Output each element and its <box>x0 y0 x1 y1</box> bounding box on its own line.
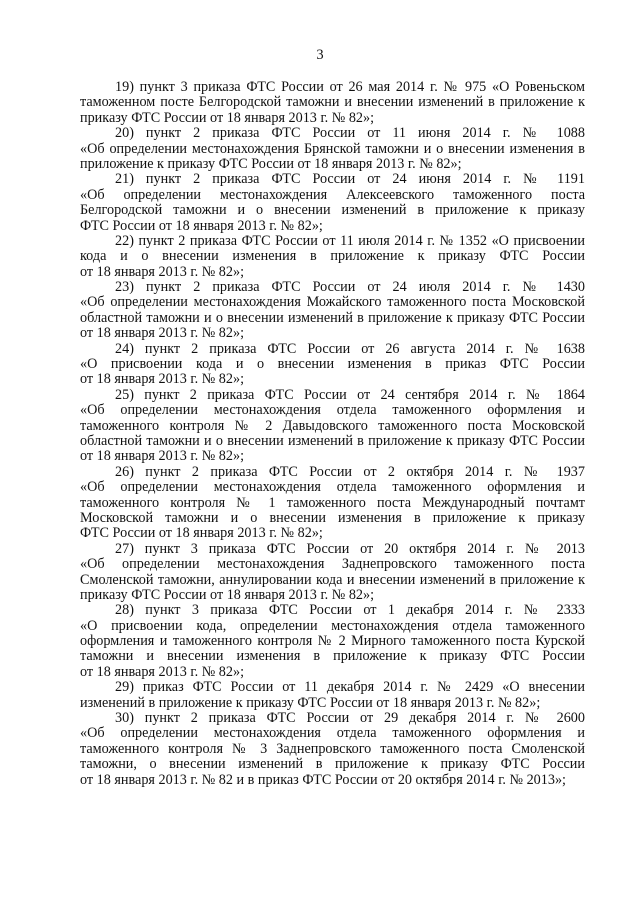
text-line: «Об определении местонахождения отдела таможенного оформления и <box>80 403 585 419</box>
list-item <box>80 711 585 788</box>
text-line: 28) пункт 3 приказа ФТС России от 1 декабря 2014 г. № 2333 <box>115 603 585 619</box>
list-item <box>80 126 585 172</box>
text-line: 20) пункт 2 приказа ФТС России от 11 июня 2014 г. № 1088 <box>115 126 585 142</box>
text-line: кода и о внесении изменения в приложение к приказу ФТС России <box>80 249 585 265</box>
document-body <box>80 80 585 788</box>
text-line: таможни, о внесении изменений в приложение к приказу ФТС России <box>80 757 585 773</box>
text-line: 30) пункт 2 приказа ФТС России от 29 декабря 2014 г. № 2600 <box>115 711 585 727</box>
text-line: Смоленской таможни, аннулировании кода и внесении изменений в приложение к <box>80 572 585 588</box>
text-line: таможенного контроля № 2 Давыдовского таможенного поста Московской <box>80 418 585 434</box>
text-line: от 18 января 2013 г. № 82»; <box>80 372 245 388</box>
text-line: изменений в приложение к приказу ФТС России от 18 января 2013 г. № 82»; <box>80 695 541 711</box>
text-line: оформления и таможенного контроля № 2 Мирного таможенного поста Курской <box>80 634 585 650</box>
list-item <box>80 388 585 465</box>
text-line: от 18 января 2013 г. № 82 и в приказ ФТС России от 20 октября 2014 г. № 2013»; <box>80 772 567 788</box>
text-line: «Об определении местонахождения Брянской таможни и о внесении изменения в <box>80 141 585 157</box>
text-line: таможенного контроля № 3 Заднепровского таможенного поста Смоленской <box>80 741 585 757</box>
text-line: 25) пункт 2 приказа ФТС России от 24 сентября 2014 г. № 1864 <box>115 387 585 403</box>
list-item <box>80 234 585 280</box>
text-line: 22) пункт 2 приказа ФТС России от 11 июля 2014 г. № 1352 «О присвоении <box>115 233 585 249</box>
text-line: 24) пункт 2 приказа ФТС России от 26 августа 2014 г. № 1638 <box>115 341 585 357</box>
text-line: от 18 января 2013 г. № 82»; <box>80 326 245 342</box>
text-line: Московской таможни и о внесении изменения в приложение к приказу <box>80 510 585 526</box>
text-line: 23) пункт 2 приказа ФТС России от 24 июля 2014 г. № 1430 <box>115 280 585 296</box>
text-line: 26) пункт 2 приказа ФТС России от 2 октября 2014 г. № 1937 <box>115 464 585 480</box>
text-line: «Об определении местонахождения Алексеевского таможенного поста <box>80 187 585 203</box>
text-line: Белгородской таможни и о внесении изменений в приложение к приказу <box>80 203 585 219</box>
text-line: «О присвоении кода, определении местонахождения отдела таможенного <box>80 618 585 634</box>
text-line: «Об определении местонахождения отдела таможенного оформления и <box>80 726 585 742</box>
text-line: 21) пункт 2 приказа ФТС России от 24 июня 2014 г. № 1191 <box>115 172 585 188</box>
text-line: областной таможни и о внесении изменений в приложение к приказу ФТС России <box>80 310 585 326</box>
text-line: приказу ФТС России от 18 января 2013 г. № 82»; <box>80 110 375 126</box>
text-line: от 18 января 2013 г. № 82»; <box>80 664 245 680</box>
text-line: таможенном посте Белгородской таможни и внесении изменений в приложение к <box>80 95 585 111</box>
text-line: «Об определении местонахождения отдела таможенного оформления и <box>80 480 585 496</box>
text-line: ФТС России от 18 января 2013 г. № 82»; <box>80 218 323 234</box>
text-line: приказу ФТС России от 18 января 2013 г. № 82»; <box>80 587 375 603</box>
list-item <box>80 680 585 711</box>
list-item <box>80 280 585 342</box>
text-line: 19) пункт 3 приказа ФТС России от 26 мая 2014 г. № 975 «О Ровеньском <box>115 80 585 95</box>
list-item <box>80 342 585 388</box>
text-line: «О присвоении кода и о внесении изменения в приказ ФТС России <box>80 357 585 373</box>
text-line: приложение к приказу ФТС России от 18 января 2013 г. № 82»; <box>80 156 462 172</box>
list-item <box>80 542 585 604</box>
text-line: таможни и внесении изменения в приложение к приказу ФТС России <box>80 649 585 665</box>
list-item <box>80 172 585 234</box>
text-line: «Об определении местонахождения Заднепровского таможенного поста <box>80 557 585 573</box>
text-line: от 18 января 2013 г. № 82»; <box>80 264 245 280</box>
list-item <box>80 465 585 542</box>
page-number: 3 <box>316 47 324 63</box>
text-line: «Об определении местонахождения Можайского таможенного поста Московской <box>80 295 585 311</box>
text-line: 27) пункт 3 приказа ФТС России от 20 октября 2014 г. № 2013 <box>115 541 585 557</box>
list-item <box>80 603 585 680</box>
text-line: ФТС России от 18 января 2013 г. № 82»; <box>80 526 323 542</box>
text-line: таможенного контроля № 1 таможенного поста Международный почтамт <box>80 495 585 511</box>
text-line: от 18 января 2013 г. № 82»; <box>80 449 245 465</box>
text-line: областной таможни и о внесении изменений в приложение к приказу ФТС России <box>80 433 585 449</box>
text-line: 29) приказ ФТС России от 11 декабря 2014 г. № 2429 «О внесении <box>115 680 585 696</box>
list-item <box>80 80 585 126</box>
